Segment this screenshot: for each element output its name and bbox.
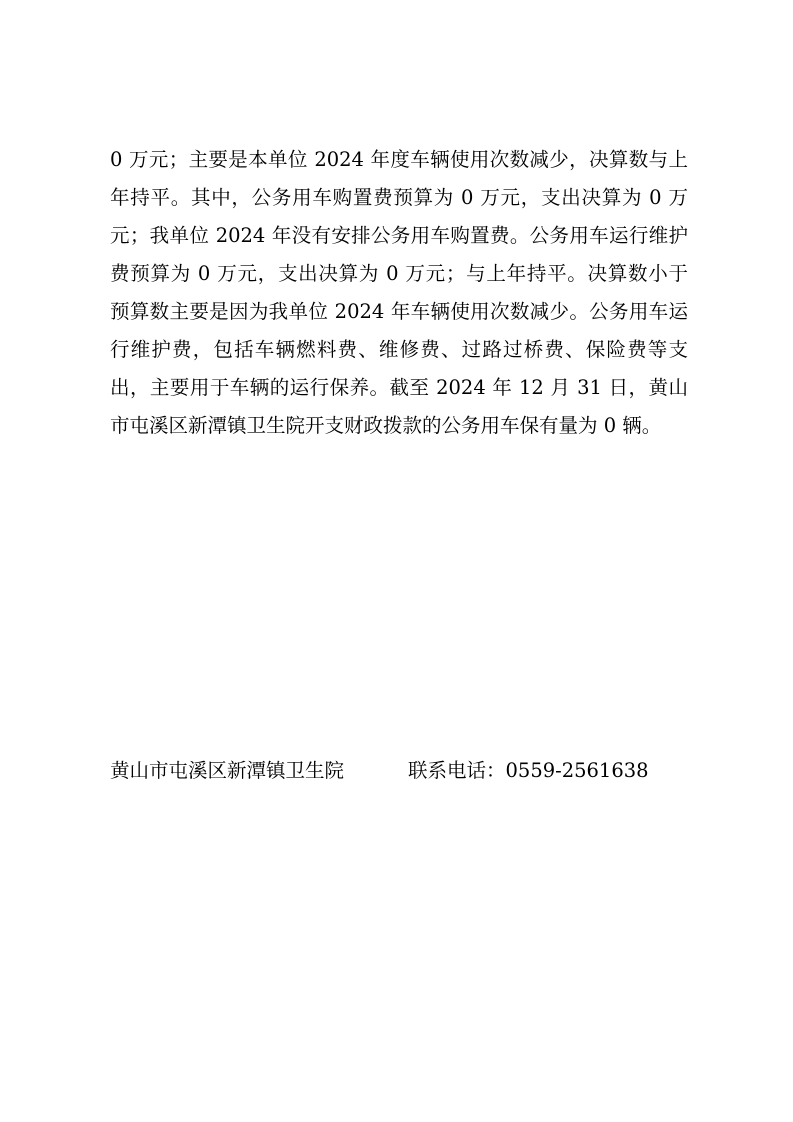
body-paragraph	[110, 141, 688, 445]
paragraph-line-5: 预算数主要是因为我单位 2024 年车辆使用次数减少。公务用车运	[110, 300, 688, 323]
paragraph-line-8: 市屯溪区新潭镇卫生院开支财政拨款的公务用车保有量为 0 辆。	[110, 414, 662, 437]
paragraph-line-3: 元；我单位 2024 年没有安排公务用车购置费。公务用车运行维护	[110, 224, 688, 247]
footer-contact-phone: 联系电话：0559-2561638	[408, 759, 649, 782]
paragraph-line-6: 行维护费，包括车辆燃料费、维修费、过路过桥费、保险费等支	[110, 338, 688, 361]
paragraph-line-2: 年持平。其中，公务用车购置费预算为 0 万元，支出决算为 0 万	[110, 186, 688, 209]
paragraph-line-1: 0 万元；主要是本单位 2024 年度车辆使用次数减少，决算数与上	[110, 148, 688, 171]
document-footer	[110, 752, 688, 790]
paragraph-line-4: 费预算为 0 万元，支出决算为 0 万元；与上年持平。决算数小于	[110, 262, 688, 285]
footer-organization: 黄山市屯溪区新潭镇卫生院	[110, 759, 345, 782]
paragraph-line-7: 出，主要用于车辆的运行保养。截至 2024 年 12 月 31 日，黄山	[110, 376, 688, 399]
